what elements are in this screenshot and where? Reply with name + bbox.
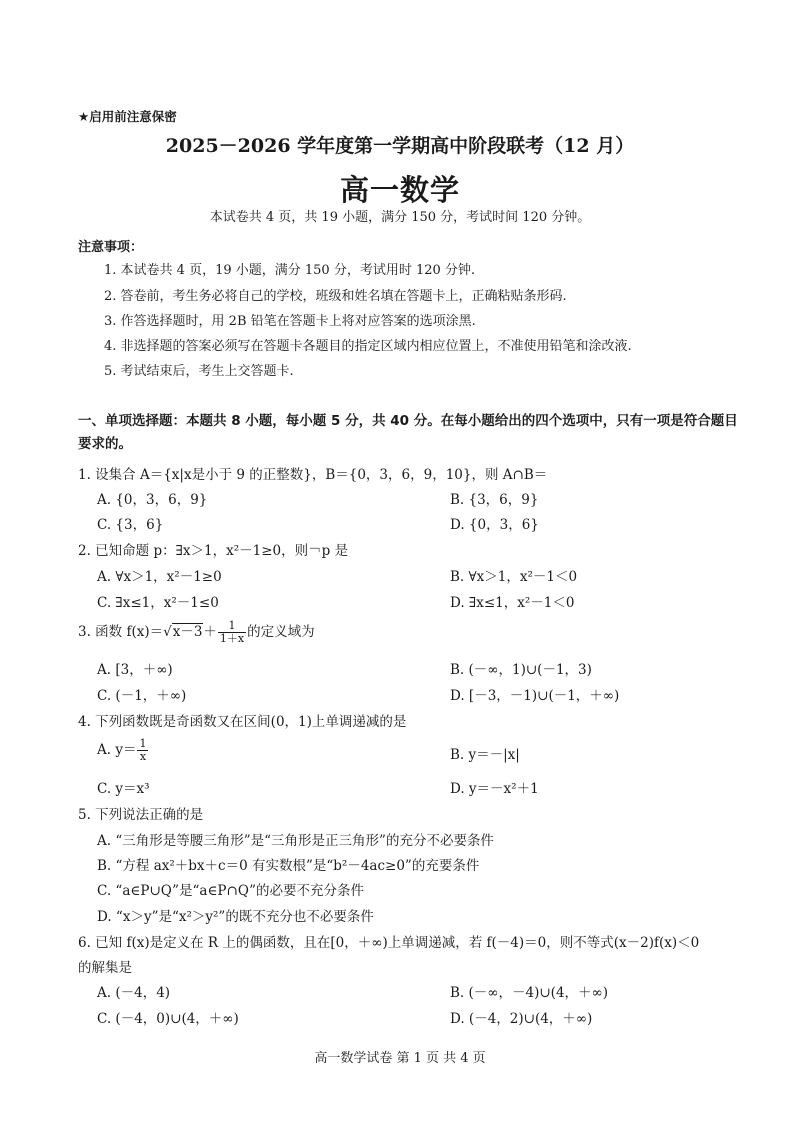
q1-option-c: C. {3，6} — [97, 517, 164, 533]
question-6-stem-line2: 的解集是 — [78, 960, 132, 976]
q2-option-d: D. ∃x≤1，x²－1＜0 — [450, 595, 575, 611]
q3-stem-suffix: 的定义域为 — [247, 624, 315, 640]
q6-option-a: A. (－4，4) — [97, 985, 171, 1001]
question-3-stem — [78, 620, 315, 645]
q4-option-d: D. y＝－x²＋1 — [450, 781, 539, 797]
q1-option-a: A. {0，3，6，9} — [97, 492, 208, 508]
page-footer: 高一数学试卷 第 1 页 共 4 页 — [314, 1051, 486, 1066]
question-5-stem: 5. 下列说法正确的是 — [78, 807, 204, 823]
q3-fraction — [218, 620, 246, 645]
q3-sqrt-radicand: x－3 — [172, 624, 203, 640]
q3-option-b: B. (－∞，1)∪(－1，3) — [450, 662, 592, 678]
q4-option-b: B. y＝－|x| — [450, 747, 520, 763]
q1-option-b: B. {3，6，9} — [450, 492, 539, 508]
question-4-stem: 4. 下列函数既是奇函数又在区间(0，1)上单调递减的是 — [78, 714, 407, 730]
q2-option-c: C. ∃x≤1，x²－1≤0 — [97, 595, 219, 611]
q6-option-c: C. (－4，0)∪(4，＋∞) — [97, 1011, 239, 1027]
q3-frac-den: 1＋x — [219, 632, 245, 645]
q3-option-d: D. [－3，－1)∪(－1，＋∞) — [450, 688, 620, 704]
q4-a-fraction — [137, 738, 148, 763]
q5-option-c: C. “a∈P∪Q”是“a∈P∩Q”的必要不充分条件 — [97, 883, 365, 899]
q4-option-c: C. y＝x³ — [97, 781, 150, 797]
q4-a-num: 1 — [139, 737, 147, 750]
q6-option-b: B. (－∞，－4)∪(4，＋∞) — [450, 985, 609, 1001]
note-item: 3. 作答选择题时，用 2B 铅笔在答题卡上将对应答案的选项涂黑. — [104, 314, 476, 329]
notes-heading: 注意事项： — [78, 240, 144, 255]
q2-option-a: A. ∀x＞1，x²－1≥0 — [97, 569, 222, 585]
confidential-label: ★启用前注意保密 — [78, 109, 177, 124]
section-heading: 一、单项选择题：本题共 8 小题，每小题 5 分，共 40 分。在每小题给出的四个选项中，只有一项是符合题目要求的。 — [78, 413, 738, 452]
note-item: 2. 答卷前，考生务必将自己的学校，班级和姓名填在答题卡上，正确粘贴条形码. — [104, 289, 567, 304]
q3-frac-num: 1 — [218, 620, 246, 633]
subject-title: 高一数学 — [339, 173, 460, 207]
question-1-stem: 1. 设集合 A＝{x|x是小于 9 的正整数}，B＝{0，3，6，9，10}，则 A∩B＝ — [78, 467, 548, 483]
q5-option-a: A. “三角形是等腰三角形”是“三角形是正三角形”的充分不必要条件 — [97, 833, 494, 849]
q3-option-c: C. (－1，＋∞) — [97, 688, 187, 704]
q3-plus: ＋ — [203, 624, 217, 640]
q3-option-a: A. [3，＋∞) — [97, 662, 173, 678]
q3-stem-prefix: 3. 函数 f(x)＝ — [78, 624, 164, 640]
q5-option-b: B. “方程 ax²＋bx＋c＝0 有实数根”是“b²－4ac≥0”的充要条件 — [97, 858, 480, 874]
note-item: 1. 本试卷共 4 页，19 小题，满分 150 分，考试用时 120 分钟. — [104, 263, 476, 278]
q6-option-d: D. (－4，2)∪(4，＋∞) — [450, 1011, 593, 1027]
exam-intro: 本试卷共 4 页，共 19 小题，满分 150 分，考试时间 120 分钟。 — [209, 210, 591, 225]
q4-a-den: x — [139, 750, 147, 763]
q5-option-d: D. “x＞y”是“x²＞y²”的既不充分也不必要条件 — [97, 909, 374, 925]
question-6-stem-line1: 6. 已知 f(x)是定义在 R 上的偶函数，且在[0，＋∞)上单调递减，若 f(－4)＝0，则不等式(x－2)f(x)＜0 — [78, 935, 700, 951]
exam-title: 2025－2026 学年度第一学期高中阶段联考（12 月） — [165, 135, 635, 157]
question-2-stem: 2. 已知命题 p：∃x＞1，x²－1≥0，则￢p 是 — [78, 543, 349, 559]
q4-option-a — [97, 738, 149, 763]
note-item: 5. 考试结束后，考生上交答题卡. — [104, 364, 294, 379]
q4-a-prefix: A. y＝ — [97, 742, 137, 758]
sqrt-sign: √ — [163, 624, 172, 640]
q2-option-b: B. ∀x＞1，x²－1＜0 — [450, 569, 578, 585]
q1-option-d: D. {0，3，6} — [450, 517, 539, 533]
note-item: 4. 非选择题的答案必须写在答题卡各题目的指定区域内相应位置上，不准使用铅笔和涂改液. — [104, 339, 632, 354]
